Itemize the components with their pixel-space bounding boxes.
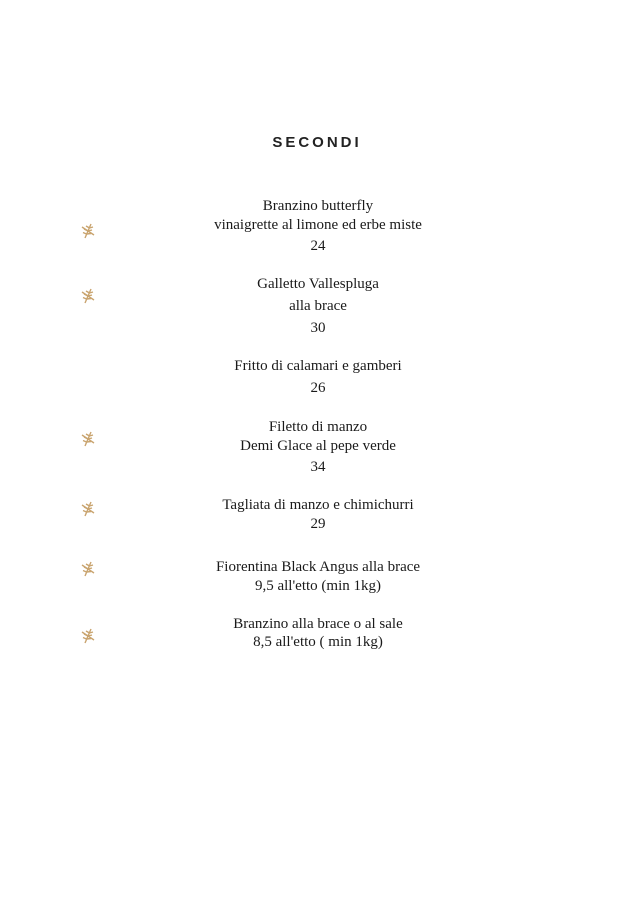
wheat-crossed-icon [80, 431, 96, 447]
wheat-crossed-icon [80, 628, 96, 644]
item-price: 30 [310, 320, 326, 336]
item-name: Tagliata di manzo e chimichurri [222, 497, 414, 513]
item-name: Branzino alla brace o al sale [233, 616, 403, 632]
item-description: Demi Glace al pepe verde [240, 438, 396, 454]
wheat-crossed-icon [80, 501, 96, 517]
wheat-crossed-icon [80, 288, 96, 304]
item-name: Fiorentina Black Angus alla brace [215, 559, 421, 575]
item-price: 29 [310, 516, 326, 532]
item-description: vinaigrette al limone ed erbe miste [214, 217, 422, 233]
item-price: 9,5 all'etto (min 1kg) [254, 578, 381, 594]
section-title: SECONDI [272, 134, 362, 151]
item-price: 34 [310, 459, 326, 475]
item-name: Branzino butterfly [262, 198, 374, 214]
wheat-crossed-icon [80, 223, 96, 239]
item-price: 24 [310, 238, 326, 254]
item-price: 26 [310, 380, 326, 396]
item-name: Filetto di manzo [268, 419, 368, 435]
item-name: Galletto Vallespluga [257, 276, 379, 292]
item-description: alla brace [289, 298, 347, 314]
item-price: 8,5 all'etto ( min 1kg) [253, 634, 383, 650]
wheat-crossed-icon [80, 561, 96, 577]
item-name: Fritto di calamari e gamberi [234, 358, 402, 374]
